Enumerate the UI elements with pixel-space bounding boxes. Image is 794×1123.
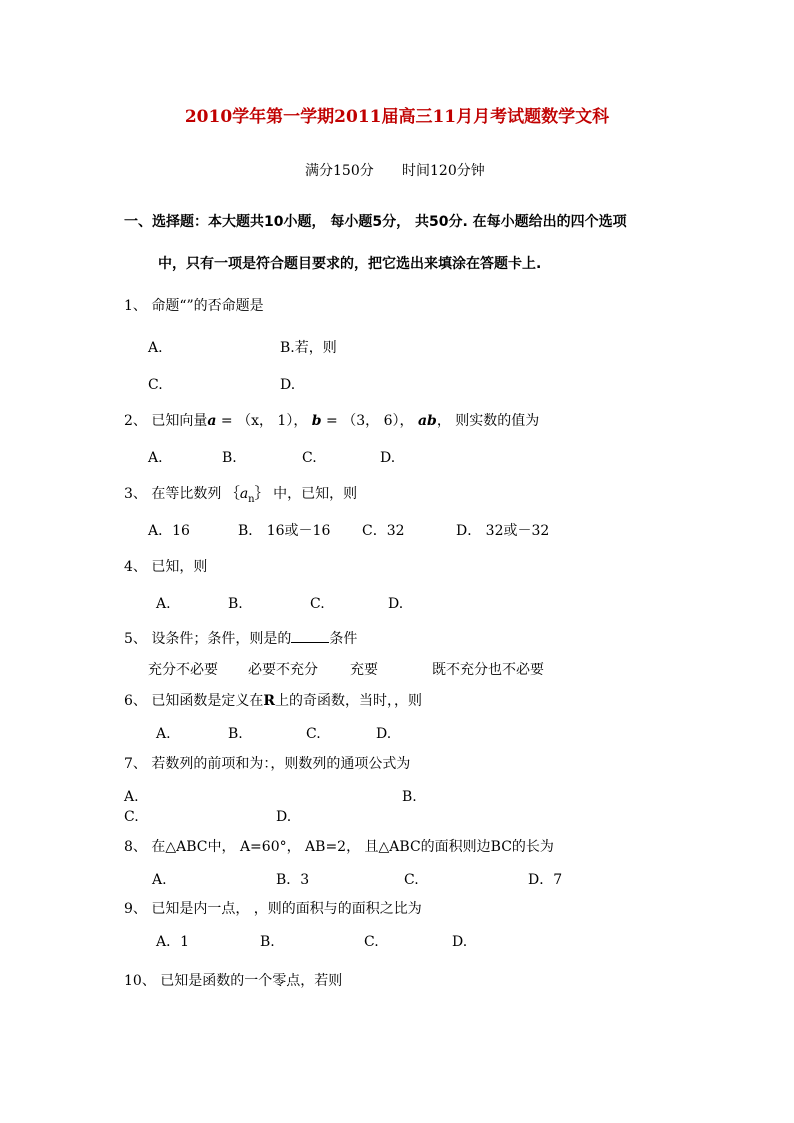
question-2-num: 2、 已知向量 [124, 413, 208, 429]
vector-b: b [311, 413, 322, 429]
question-8-option-d: D．7 [528, 872, 563, 888]
question-6-option-b: B. [228, 726, 243, 742]
question-3-num: 3、 在等比数列 ｛ [124, 486, 240, 502]
question-1-option-a: A. [148, 340, 163, 356]
question-1-option-d: D. [280, 377, 296, 393]
question-3-stem [124, 485, 357, 509]
question-2-option-c: C. [302, 450, 317, 466]
question-5-option-a: 充分不必要 [148, 662, 218, 678]
question-7-option-c: C. [124, 809, 139, 825]
question-3-option-a: A．16 [148, 523, 190, 539]
section-heading-line2: 中，只有一项是符合题目要求的，把它选出来填涂在答题卡上. [158, 256, 542, 272]
document-title: 2010学年第一学期2011届高三11月月考试题数学文科 [184, 107, 610, 127]
question-4-option-c: C. [310, 596, 325, 612]
question-9-option-a: A．1 [156, 934, 190, 950]
answer-blank [291, 629, 329, 643]
exam-time: 时间120分钟 [402, 163, 485, 179]
section-heading-line1: 一、选择题：本大题共10小题， 每小题5分， 共50分. 在每小题给出的四个选项 [124, 214, 627, 230]
sequence-a: a [239, 486, 249, 502]
question-5-stem-post: 条件 [329, 631, 358, 647]
question-6-stem [124, 692, 422, 710]
question-1-option-b: B.若，则 [280, 340, 337, 356]
question-2-stem [124, 412, 539, 430]
question-1-option-c: C. [148, 377, 163, 393]
question-7-option-a: A. [124, 789, 139, 805]
full-score: 满分150分 [305, 163, 374, 179]
real-set-symbol: R [263, 693, 275, 709]
question-5-stem [124, 629, 357, 648]
question-5-option-b: 必要不充分 [248, 662, 318, 678]
question-4-option-a: A. [156, 596, 171, 612]
question-8-option-c: C. [404, 872, 419, 888]
vector-ab: ab [417, 413, 437, 429]
question-6-option-c: C. [306, 726, 321, 742]
question-5-option-c: 充要 [350, 662, 378, 678]
question-5-stem-pre: 5、 设条件；条件，则是的 [124, 631, 292, 647]
question-4-option-d: D. [388, 596, 404, 612]
question-9-option-d: D. [452, 934, 468, 950]
question-6-option-d: D. [376, 726, 392, 742]
vector-b-value: = （3， 6）， [321, 413, 418, 429]
question-8-option-a: A. [152, 872, 167, 888]
question-2-option-b: B. [222, 450, 237, 466]
question-6-post: 上的奇函数，当时，，则 [275, 693, 422, 709]
question-1-stem: 1、 命题“”的否命题是 [124, 298, 264, 314]
vector-a-value: = （x， 1）， [216, 413, 312, 429]
question-3-tail: ｝ 中，已知，则 [254, 486, 358, 502]
vector-a: a [207, 413, 217, 429]
question-4-stem: 4、 已知，则 [124, 559, 208, 575]
question-10-stem: 10、 已知是函数的一个零点，若则 [124, 973, 343, 989]
question-6-pre: 6、 已知函数是定义在 [124, 693, 264, 709]
question-7-option-b: B. [402, 789, 417, 805]
question-2-option-a: A. [148, 450, 163, 466]
question-8-option-b: B．3 [276, 872, 310, 888]
question-9-stem: 9、 已知是内一点， ，则的面积与的面积之比为 [124, 901, 422, 917]
question-3-option-b: B． 16或－16 [238, 523, 331, 539]
question-2-option-d: D. [380, 450, 396, 466]
question-7-stem: 7、 若数列的前项和为：，则数列的通项公式为 [124, 756, 411, 772]
question-8-stem: 8、 在△ABC中， A=60°， AB=2， 且△ABC的面积则边BC的长为 [124, 839, 554, 855]
question-4-option-b: B. [228, 596, 243, 612]
question-9-option-b: B. [260, 934, 275, 950]
question-9-option-c: C. [364, 934, 379, 950]
sequence-subscript: n [248, 493, 255, 505]
question-3-option-c: C．32 [362, 523, 405, 539]
question-3-option-d: D． 32或－32 [456, 523, 550, 539]
question-2-tail: ， 则实数的值为 [436, 413, 540, 429]
question-6-option-a: A. [156, 726, 171, 742]
question-7-option-d: D. [276, 809, 292, 825]
question-5-option-d: 既不充分也不必要 [432, 662, 544, 678]
